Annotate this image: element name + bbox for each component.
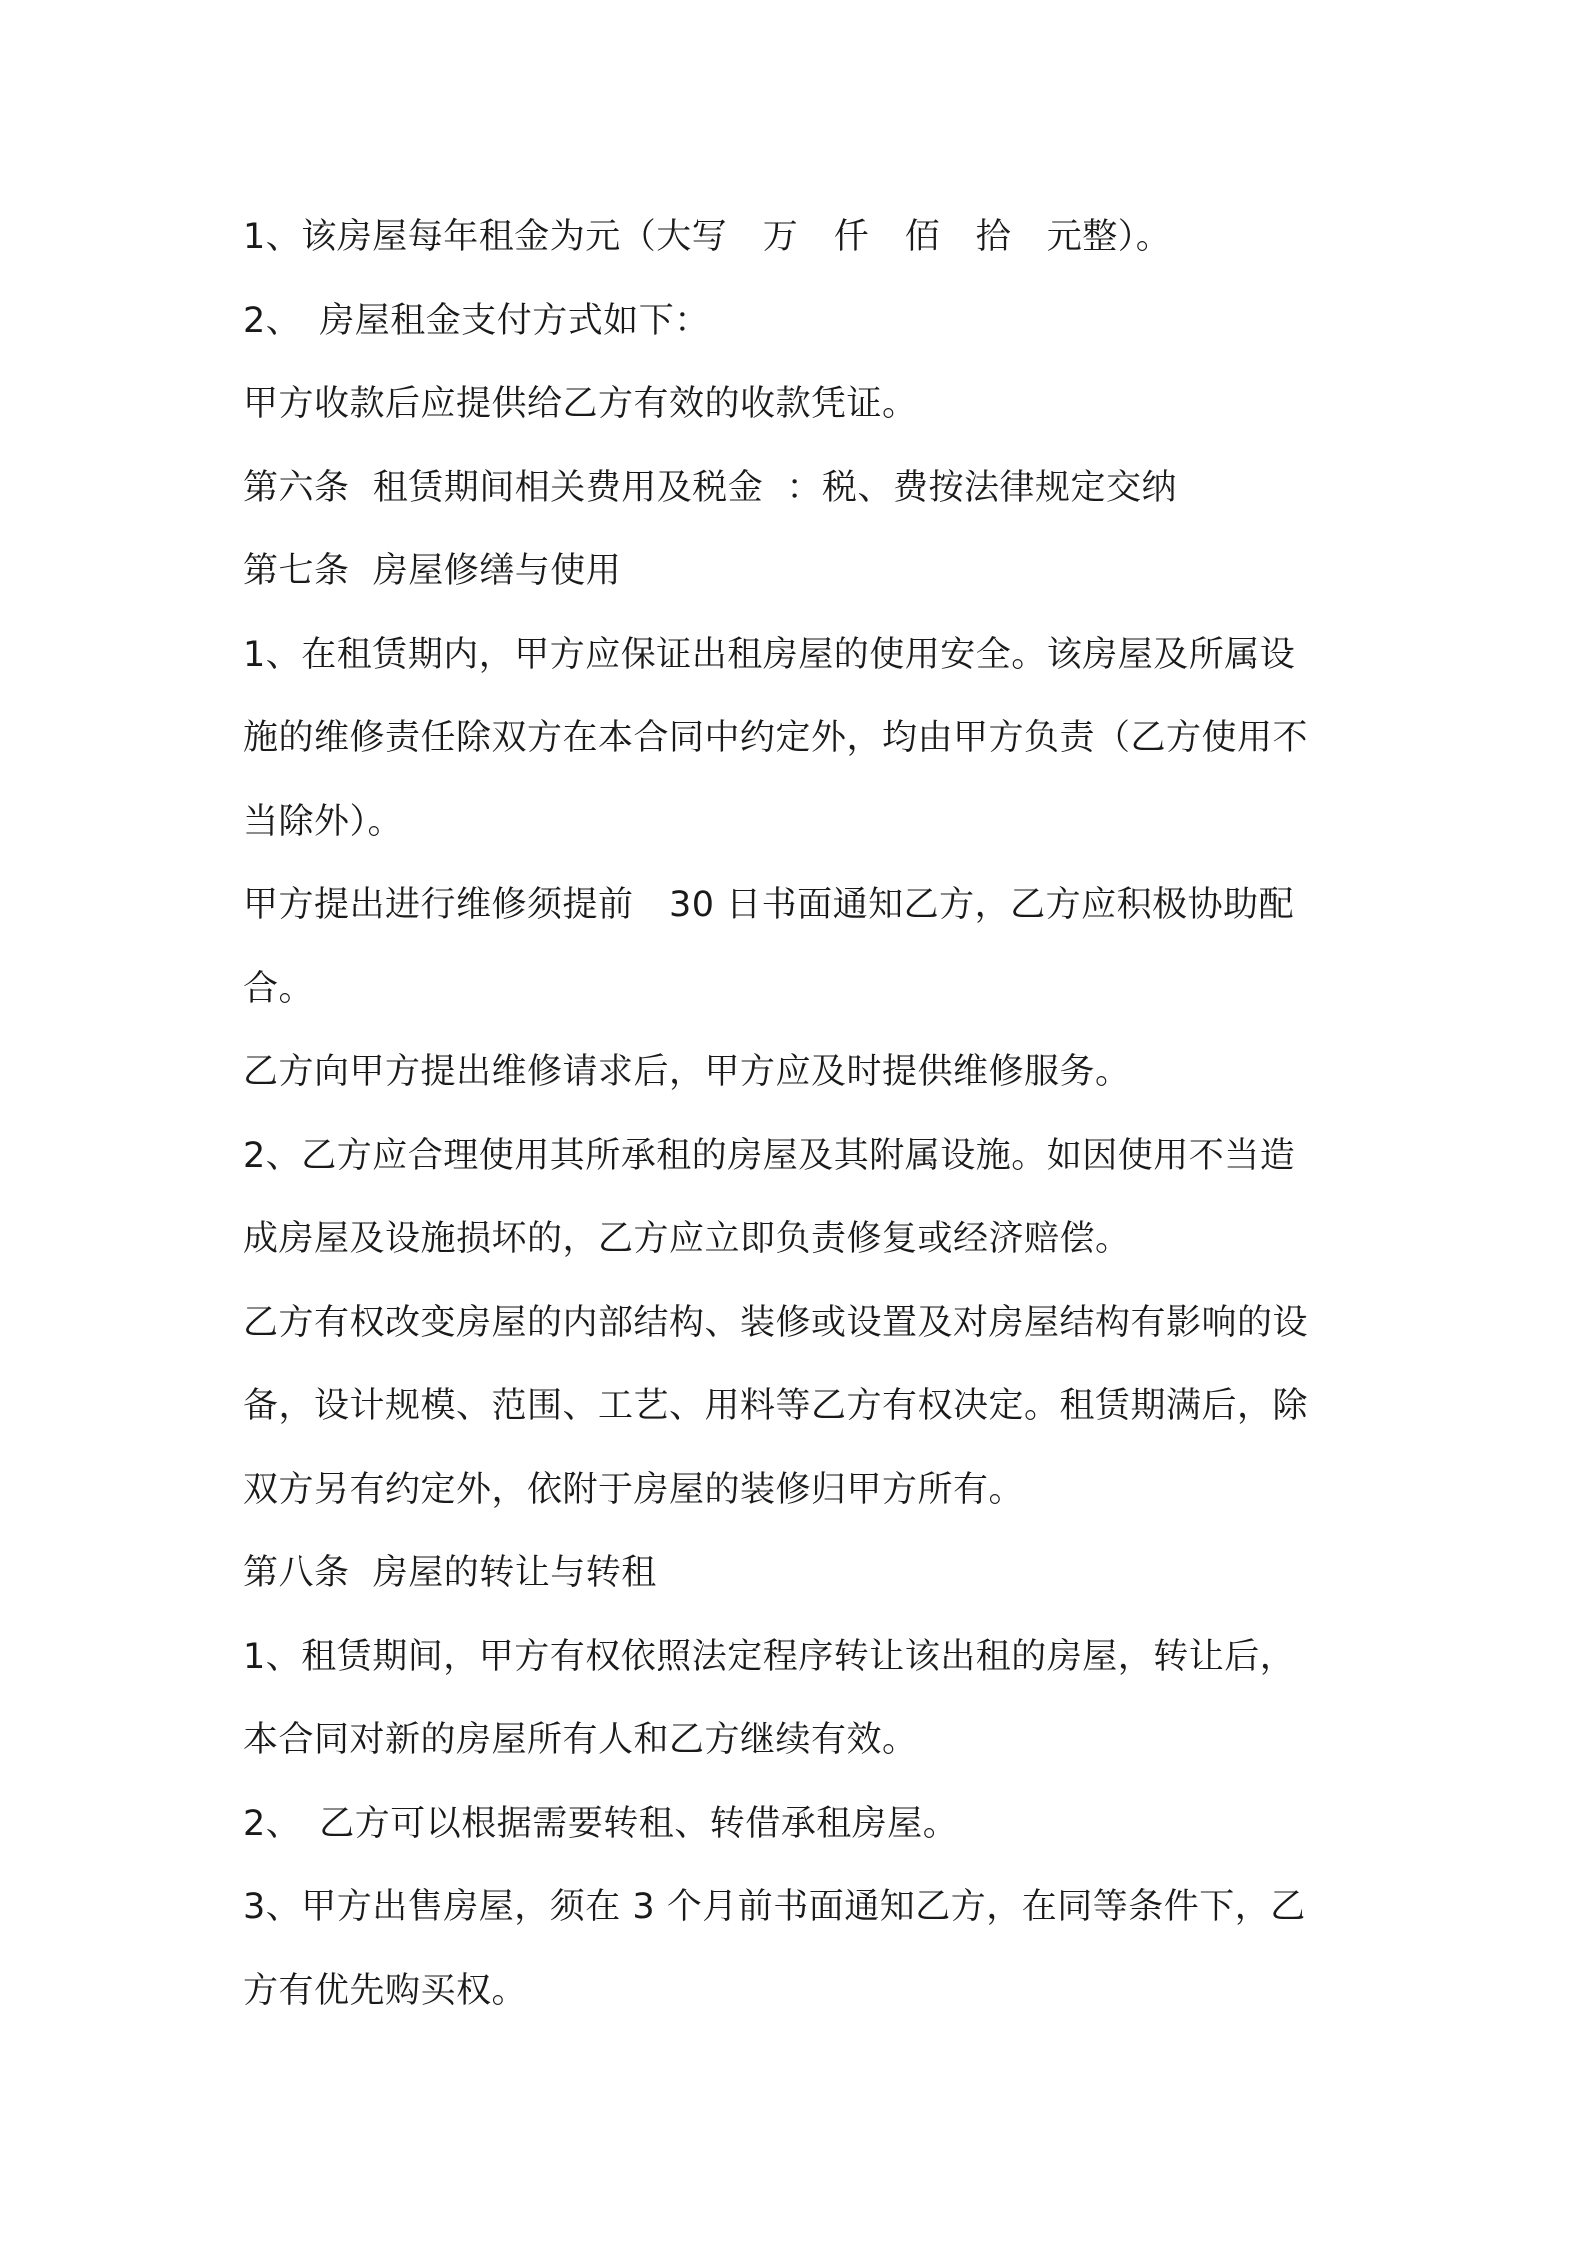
contract-body xyxy=(243,196,1373,2033)
contract-line: 2、 房屋租金支付方式如下： xyxy=(243,300,710,341)
contract-line: 备，设计规模、范围、工艺、用料等乙方有权决定。租赁期满后，除 xyxy=(243,1386,1309,1426)
contract-line: 1、在租赁期内，甲方应保证出租房屋的使用安全。该房屋及所属设 xyxy=(243,634,1296,675)
article-heading-8: 第八条 房屋的转让与转租 xyxy=(243,1553,657,1593)
contract-line: 甲方收款后应提供给乙方有效的收款凭证。 xyxy=(243,384,918,424)
contract-line: 方有优先购买权。 xyxy=(243,1970,528,2011)
contract-line: 当除外）。 xyxy=(243,801,404,842)
contract-line: 2、 乙方可以根据需要转租、转借承租房屋。 xyxy=(243,1803,959,1844)
contract-line: 1、该房屋每年租金为元（大写 万 仟 佰 拾 元整）。 xyxy=(243,217,1172,257)
contract-line: 施的维修责任除双方在本合同中约定外，均由甲方负责（乙方使用不 xyxy=(243,718,1309,758)
contract-line: 甲方提出进行维修须提前 30 日书面通知乙方，乙方应积极协助配 xyxy=(243,885,1295,925)
contract-line: 合。 xyxy=(243,968,315,1009)
contract-line: 乙方有权改变房屋的内部结构、装修或设置及对房屋结构有影响的设 xyxy=(243,1302,1309,1343)
contract-line: 3、甲方出售房屋，须在 3 个月前书面通知乙方，在同等条件下，乙 xyxy=(243,1887,1306,1927)
contract-line: 1、租赁期间，甲方有权依照法定程序转让该出租的房屋，转让后， xyxy=(243,1636,1296,1677)
contract-line: 乙方向甲方提出维修请求后，甲方应及时提供维修服务。 xyxy=(243,1052,1131,1092)
contract-line: 双方另有约定外，依附于房屋的装修归甲方所有。 xyxy=(243,1469,1025,1510)
article-heading-7: 第七条 房屋修缮与使用 xyxy=(243,551,622,591)
article-heading-6: 第六条 租赁期间相关费用及税金 ：税、费按法律规定交纳 xyxy=(243,467,1178,508)
contract-line: 2、乙方应合理使用其所承租的房屋及其附属设施。如因使用不当造 xyxy=(243,1135,1296,1176)
contract-line: 本合同对新的房屋所有人和乙方继续有效。 xyxy=(243,1720,918,1760)
contract-line: 成房屋及设施损坏的，乙方应立即负责修复或经济赔偿。 xyxy=(243,1219,1131,1259)
